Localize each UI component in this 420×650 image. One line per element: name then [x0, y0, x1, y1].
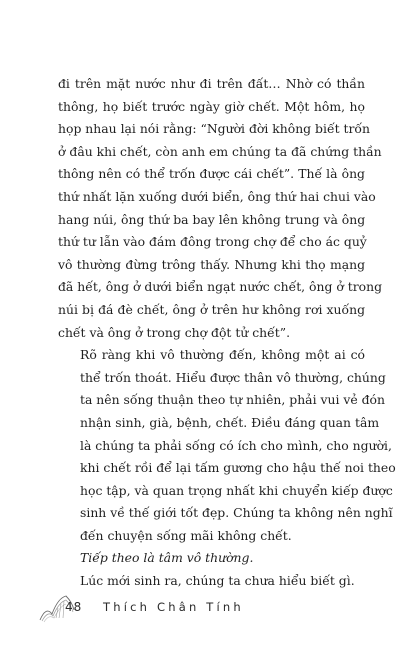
- text-line: Lúc mới sinh ra, chúng ta chưa hiểu biết gì.: [80, 573, 355, 589]
- text-line: chết và ông ở trong chợ đột tử chết”.: [58, 324, 291, 340]
- text-line: đã hết, ông ở dưới biển ngạt nước chết, ông ở trong: [58, 279, 383, 295]
- italic-paragraph: [58, 547, 365, 570]
- text-line: khi chết rồi để lại tấm gương cho hậu thế noi theo: [80, 460, 396, 476]
- text-line: thứ nhất lặn xuống dưới biển, ông thứ hai chui vào: [58, 188, 376, 204]
- text-line: vô thường đừng trông thấy. Nhưng khi thọ mạng: [58, 256, 365, 272]
- text-line: họp nhau lại nói rằng: “Người đời không biết trốn: [58, 121, 370, 137]
- paragraph: [58, 344, 396, 547]
- page-number: 48: [65, 600, 83, 614]
- text-line: Rõ ràng khi vô thường đến, không một ai có: [80, 347, 365, 363]
- text-line: sinh về thế giới tốt đẹp. Chúng ta không nên nghĩ: [80, 505, 393, 521]
- text-line: thứ tư lẫn vào đám đông trong chợ để cho ác quỷ: [58, 234, 367, 250]
- text-line: hang núi, ông thứ ba bay lên không trung và ông: [58, 211, 366, 227]
- page-body: [58, 73, 396, 593]
- running-title: Thích Chân Tính: [103, 600, 244, 614]
- text-line: thể trốn thoát. Hiểu được thân vô thường, chúng: [80, 369, 386, 385]
- text-line: học tập, và quan trọng nhất khi chuyển kiếp được: [80, 482, 393, 498]
- text-line: thông nên có thể trốn được cái chết”. Thế là ông: [58, 166, 365, 182]
- text-line: ở đâu khi chết, còn anh em chúng ta đã chứng thần: [58, 143, 382, 159]
- paragraph: [58, 73, 383, 344]
- page-footer: [38, 588, 278, 624]
- text-line: đến chuyện sống mãi không chết.: [80, 527, 292, 543]
- text-line: thông, họ biết trước ngày giờ chết. Một hôm, họ: [58, 98, 365, 114]
- text-line: nhận sinh, già, bệnh, chết. Điều đáng quan tâm: [80, 414, 380, 430]
- text-line: núi bị đá đè chết, ông ở trên hư không rơi xuống: [58, 301, 365, 317]
- text-line: đi trên mặt nước như đi trên đất… Nhờ có thần: [58, 76, 365, 91]
- text-line: ta nên sống thuận theo tự nhiên, phải vui vẻ đón: [80, 392, 385, 408]
- text-line: Tiếp theo là tâm vô thường.: [80, 550, 254, 566]
- text-line: là chúng ta phải sống có ích cho mình, cho người,: [80, 437, 392, 453]
